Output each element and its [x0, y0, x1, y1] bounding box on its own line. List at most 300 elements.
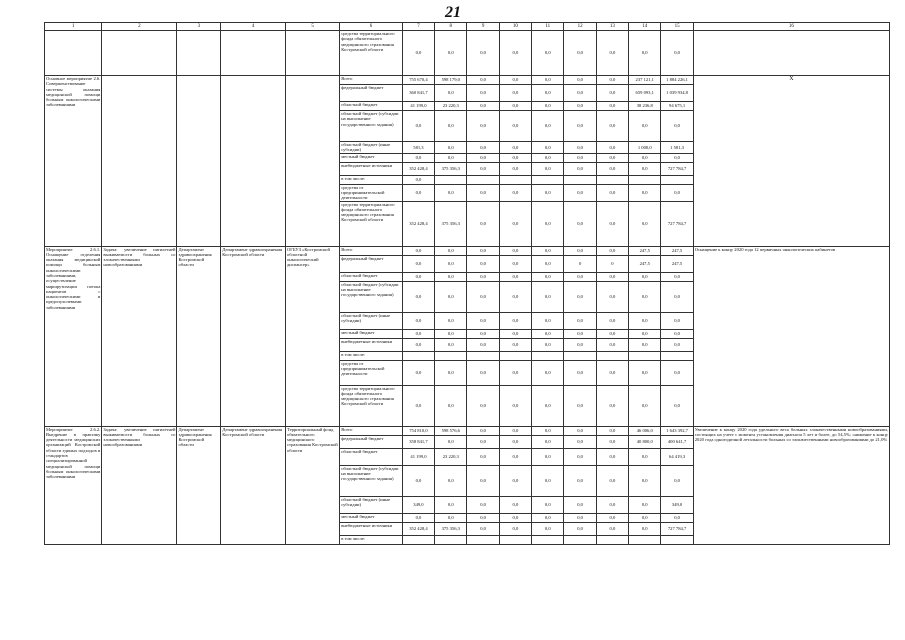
value-cell: 0,0: [596, 201, 628, 246]
value-cell: 0,0: [435, 385, 467, 426]
value-cell: 0,0: [564, 465, 596, 496]
value-cell: 0,0: [596, 360, 628, 385]
value-cell: 0,0: [499, 102, 531, 111]
value-cell: [435, 175, 467, 184]
value-cell: 0,0: [532, 272, 564, 281]
value-cell: 0,0: [596, 102, 628, 111]
value-cell: 727 784,7: [661, 162, 693, 175]
value-cell: 0,0: [629, 201, 661, 246]
value-cell: 0,0: [467, 465, 499, 496]
value-cell: 0,0: [402, 329, 434, 338]
col-header: 14: [629, 23, 661, 31]
value-cell: 247,5: [629, 255, 661, 272]
value-cell: 0,0: [467, 272, 499, 281]
col-header: 16: [693, 23, 889, 31]
col-header: 3: [177, 23, 221, 31]
value-cell: 0,0: [467, 522, 499, 535]
value-cell: 0,0: [499, 385, 531, 426]
value-cell: 0,0: [629, 329, 661, 338]
value-cell: 0,0: [435, 85, 467, 102]
value-cell: 0,0: [596, 153, 628, 162]
value-cell: 0,0: [435, 435, 467, 448]
value-cell: 0,0: [402, 281, 434, 312]
value-cell: [467, 351, 499, 360]
col-header: 4: [221, 23, 286, 31]
value-cell: 0,0: [435, 281, 467, 312]
value-cell: 0,0: [402, 360, 434, 385]
source-label: средства территориального фонда обязательного медицинского страхования Костромской области: [340, 201, 403, 246]
value-cell: 0,0: [629, 111, 661, 142]
value-cell: 0,0: [467, 338, 499, 351]
value-cell: [596, 175, 628, 184]
value-cell: [499, 535, 531, 544]
col-header: 5: [285, 23, 339, 31]
value-cell: 352 428,4: [402, 522, 434, 535]
col-header: 7: [402, 23, 434, 31]
value-cell: 0,0: [661, 184, 693, 201]
value-cell: 0,0: [467, 76, 499, 85]
value-cell: 0,0: [499, 142, 531, 154]
source-label: Всего: [340, 246, 403, 255]
value-cell: 0,0: [661, 338, 693, 351]
value-cell: [467, 175, 499, 184]
value-cell: 0,0: [564, 153, 596, 162]
value-cell: 0,0: [435, 153, 467, 162]
col-header: 15: [661, 23, 693, 31]
value-cell: 64 419,3: [661, 448, 693, 465]
value-cell: 0,0: [435, 272, 467, 281]
measure-name: [45, 31, 102, 76]
value-cell: 0,0: [467, 162, 499, 175]
value-cell: 0,0: [402, 513, 434, 522]
value-cell: 0,0: [435, 465, 467, 496]
value-cell: 0,0: [467, 111, 499, 142]
value-cell: 0,0: [629, 312, 661, 329]
value-cell: [532, 351, 564, 360]
value-cell: 0,0: [564, 385, 596, 426]
source-label: федеральный бюджет: [340, 255, 403, 272]
coexecutor-cell: [221, 31, 286, 76]
value-cell: 598 576,6: [435, 426, 467, 435]
value-cell: 247,5: [629, 246, 661, 255]
value-cell: 0,0: [467, 496, 499, 513]
source-label: областной бюджет (субсидии на выполнение государственного задания): [340, 465, 403, 496]
col-header: 9: [467, 23, 499, 31]
value-cell: 41 199,0: [402, 448, 434, 465]
value-cell: 0,0: [564, 76, 596, 85]
value-cell: 0,0: [467, 255, 499, 272]
value-cell: 0,0: [532, 426, 564, 435]
value-cell: 0,0: [564, 338, 596, 351]
value-cell: 0,0: [467, 153, 499, 162]
table-row: [45, 426, 890, 435]
value-cell: 0,0: [596, 246, 628, 255]
value-cell: [661, 175, 693, 184]
source-label: областной бюджет (субсидии на выполнение государственного задания): [340, 111, 403, 142]
value-cell: 0,0: [629, 162, 661, 175]
value-cell: 0,0: [499, 465, 531, 496]
value-cell: 0,0: [499, 435, 531, 448]
value-cell: 0,0: [402, 255, 434, 272]
value-cell: 0,0: [499, 338, 531, 351]
table-row: [45, 31, 890, 76]
value-cell: 0,0: [661, 513, 693, 522]
value-cell: 0,0: [499, 496, 531, 513]
value-cell: 0,0: [435, 513, 467, 522]
value-cell: 0,0: [499, 448, 531, 465]
value-cell: 0,0: [564, 85, 596, 102]
value-cell: 0,0: [564, 312, 596, 329]
value-cell: 0,0: [435, 111, 467, 142]
source-label: Всего: [340, 76, 403, 85]
value-cell: [435, 351, 467, 360]
source-label: областной бюджет (субсидии на выполнение государственного задания): [340, 281, 403, 312]
value-cell: 247,5: [661, 255, 693, 272]
value-cell: 0,0: [467, 102, 499, 111]
col-header: 13: [596, 23, 628, 31]
source-label: в том числе:: [340, 175, 403, 184]
value-cell: 0,0: [596, 522, 628, 535]
value-cell: 0,0: [532, 496, 564, 513]
value-cell: 352 428,4: [402, 201, 434, 246]
value-cell: 0,0: [596, 465, 628, 496]
value-cell: 0,0: [564, 31, 596, 76]
budget-table: [44, 22, 890, 545]
value-cell: 0,0: [499, 162, 531, 175]
value-cell: 0,0: [499, 329, 531, 338]
table-row: [45, 76, 890, 85]
value-cell: [661, 351, 693, 360]
value-cell: 0,0: [564, 448, 596, 465]
source-label: средства территориального фонда обязательного медицинского страхования Костромской области: [340, 31, 403, 76]
value-cell: 40 800,0: [629, 435, 661, 448]
value-cell: 358 841,7: [402, 435, 434, 448]
source-label: федеральный бюджет: [340, 85, 403, 102]
value-cell: [564, 175, 596, 184]
value-cell: 0,0: [661, 360, 693, 385]
source-label: областной бюджет: [340, 272, 403, 281]
value-cell: 0,0: [467, 246, 499, 255]
value-cell: [499, 175, 531, 184]
value-cell: 0,0: [629, 31, 661, 76]
value-cell: 0,0: [402, 338, 434, 351]
value-cell: [564, 351, 596, 360]
value-cell: 0,0: [499, 312, 531, 329]
value-cell: 1 643 392,7: [661, 426, 693, 435]
value-cell: 375 356,3: [435, 162, 467, 175]
value-cell: 0,0: [629, 184, 661, 201]
value-cell: 0,0: [564, 184, 596, 201]
value-cell: 0,0: [532, 162, 564, 175]
measure-name: Мероприятие 2.6.1. Оснащение отделения оказания медицинской помощи больным онкологическими заболеваниями, осуществление маршрутизации потока пациентов с онкологическими и предопухолевыми заболеваниями: [45, 246, 102, 426]
value-cell: 0,0: [467, 329, 499, 338]
coexecutor-cell: Департамент здравоохранения Костромской области: [221, 426, 286, 544]
value-cell: 0,0: [467, 281, 499, 312]
value-cell: 0,0: [564, 513, 596, 522]
header-row: [45, 23, 890, 31]
value-cell: 0,0: [596, 448, 628, 465]
value-cell: [467, 535, 499, 544]
value-cell: 0: [596, 255, 628, 272]
coexecutor-cell: [221, 76, 286, 247]
value-cell: 0,0: [564, 102, 596, 111]
value-cell: 0,0: [499, 85, 531, 102]
value-cell: 0,0: [596, 496, 628, 513]
source-label: внебюджетные источники: [340, 338, 403, 351]
value-cell: 0,0: [661, 31, 693, 76]
value-cell: 349,0: [661, 496, 693, 513]
value-cell: 0,0: [596, 426, 628, 435]
value-cell: 0,0: [402, 385, 434, 426]
value-cell: 0,0: [402, 31, 434, 76]
value-cell: [596, 535, 628, 544]
value-cell: 0,0: [661, 329, 693, 338]
value-cell: 0,0: [564, 246, 596, 255]
value-cell: 375 356,3: [435, 201, 467, 246]
value-cell: [629, 535, 661, 544]
value-cell: [499, 351, 531, 360]
value-cell: 0,0: [467, 85, 499, 102]
value-cell: 0,0: [467, 448, 499, 465]
value-cell: 581,3: [402, 142, 434, 154]
value-cell: 0,0: [435, 31, 467, 76]
value-cell: 0,0: [564, 435, 596, 448]
value-cell: [629, 351, 661, 360]
value-cell: 1 000,0: [629, 142, 661, 154]
source-label: Всего: [340, 426, 403, 435]
col-header: 10: [499, 23, 531, 31]
value-cell: 659 093,1: [629, 85, 661, 102]
source-label: областной бюджет (иные субсидии): [340, 312, 403, 329]
col-header: 12: [564, 23, 596, 31]
task-cell: Задача: увеличение пятилетней выживаемости больных со злокачественными новообразованиями: [102, 246, 177, 426]
value-cell: 0,0: [435, 246, 467, 255]
value-cell: 0,0: [629, 338, 661, 351]
value-cell: 0,0: [532, 85, 564, 102]
value-cell: 0,0: [435, 255, 467, 272]
value-cell: 400 641,7: [661, 435, 693, 448]
value-cell: 0,0: [402, 184, 434, 201]
value-cell: 598 179,0: [435, 76, 467, 85]
value-cell: 0,0: [499, 522, 531, 535]
value-cell: 0,0: [661, 111, 693, 142]
value-cell: 0,0: [499, 246, 531, 255]
table-row: [45, 246, 890, 255]
value-cell: 0,0: [596, 31, 628, 76]
value-cell: 0,0: [596, 385, 628, 426]
value-cell: 0,0: [661, 281, 693, 312]
value-cell: 0,0: [435, 360, 467, 385]
value-cell: 0,0: [629, 496, 661, 513]
value-cell: 0,0: [467, 312, 499, 329]
value-cell: 0,0: [402, 312, 434, 329]
value-cell: 0,0: [532, 385, 564, 426]
value-cell: 0,0: [467, 201, 499, 246]
value-cell: 0,0: [532, 102, 564, 111]
value-cell: 0,0: [499, 255, 531, 272]
value-cell: 0,0: [435, 142, 467, 154]
value-cell: 0,0: [402, 111, 434, 142]
value-cell: 237 121,1: [629, 76, 661, 85]
value-cell: 0,0: [499, 426, 531, 435]
value-cell: 0,0: [564, 111, 596, 142]
value-cell: 0,0: [467, 513, 499, 522]
value-cell: 0,0: [532, 312, 564, 329]
value-cell: 0,0: [532, 153, 564, 162]
value-cell: 0,0: [532, 338, 564, 351]
value-cell: 0,0: [499, 272, 531, 281]
value-cell: 0,0: [564, 272, 596, 281]
executor-cell: [177, 76, 221, 247]
value-cell: 0,0: [532, 76, 564, 85]
value-cell: 0,0: [629, 360, 661, 385]
value-cell: 0,0: [402, 272, 434, 281]
value-cell: 0,0: [564, 201, 596, 246]
value-cell: 0,0: [532, 513, 564, 522]
value-cell: 0,0: [402, 175, 434, 184]
result-cell: Оснащение к концу 2020 года 12 первичных онкологических кабинетов: [693, 246, 889, 426]
value-cell: 0,0: [596, 162, 628, 175]
value-cell: 0,0: [435, 338, 467, 351]
value-cell: 0,0: [596, 76, 628, 85]
value-cell: [532, 175, 564, 184]
value-cell: 0,0: [532, 246, 564, 255]
executor-cell: [177, 31, 221, 76]
source-label: местный бюджет: [340, 153, 403, 162]
value-cell: 0,0: [596, 272, 628, 281]
source-label: внебюджетные источники: [340, 162, 403, 175]
value-cell: 38 236,8: [629, 102, 661, 111]
col-header: 2: [102, 23, 177, 31]
source-label: областной бюджет: [340, 448, 403, 465]
col-header: 6: [340, 23, 403, 31]
value-cell: 0,0: [467, 142, 499, 154]
value-cell: 0,0: [629, 153, 661, 162]
value-cell: 0,0: [596, 85, 628, 102]
value-cell: 0,0: [596, 338, 628, 351]
value-cell: 0,0: [629, 465, 661, 496]
value-cell: 0,0: [402, 246, 434, 255]
value-cell: 0,0: [564, 162, 596, 175]
task-cell: [102, 31, 177, 76]
value-cell: [661, 535, 693, 544]
source-label: местный бюджет: [340, 513, 403, 522]
value-cell: 0,0: [532, 522, 564, 535]
value-cell: 0,0: [661, 312, 693, 329]
value-cell: 0,0: [467, 426, 499, 435]
value-cell: 0,0: [435, 329, 467, 338]
value-cell: 0,0: [467, 435, 499, 448]
value-cell: 23 220,3: [435, 448, 467, 465]
page-number: 21: [445, 4, 461, 21]
value-cell: 46 006,0: [629, 426, 661, 435]
value-cell: 0,0: [532, 435, 564, 448]
value-cell: 0,0: [499, 281, 531, 312]
measure-name: Основное мероприятие 2.6. Совершенствование системы оказания медицинской помощи больным онкологическими заболеваниями: [45, 76, 102, 247]
executor-cell: Департамент здравоохранения Костромской области: [177, 426, 221, 544]
value-cell: 0,0: [467, 31, 499, 76]
value-cell: 0,0: [435, 184, 467, 201]
value-cell: 41 199,0: [402, 102, 434, 111]
value-cell: 0,0: [467, 184, 499, 201]
result-cell: Х: [693, 76, 889, 247]
value-cell: [596, 351, 628, 360]
value-cell: 0,0: [596, 435, 628, 448]
value-cell: 0,0: [467, 360, 499, 385]
value-cell: 0,0: [596, 329, 628, 338]
value-cell: 352 428,4: [402, 162, 434, 175]
value-cell: [532, 535, 564, 544]
measure-name: Мероприятие 2.6.2. Внедрение в практику деятельности медицинских организаций Костромской области единых подходов и стандартов специализированной медицинской помощи больным онкологическими заболеваниями: [45, 426, 102, 544]
value-cell: 1 581,3: [661, 142, 693, 154]
value-cell: 0,0: [532, 465, 564, 496]
value-cell: 0,0: [629, 385, 661, 426]
value-cell: 0,0: [564, 522, 596, 535]
value-cell: 0,0: [661, 153, 693, 162]
source-label: областной бюджет: [340, 102, 403, 111]
value-cell: 0,0: [532, 201, 564, 246]
value-cell: 0,0: [564, 281, 596, 312]
value-cell: 0,0: [532, 31, 564, 76]
col-header: 8: [435, 23, 467, 31]
value-cell: 349,0: [402, 496, 434, 513]
value-cell: 0,0: [596, 184, 628, 201]
value-cell: 0,0: [629, 448, 661, 465]
value-cell: 0,0: [629, 281, 661, 312]
value-cell: 0,0: [564, 142, 596, 154]
value-cell: 727 784,7: [661, 201, 693, 246]
value-cell: 0,0: [499, 201, 531, 246]
value-cell: 360 841,7: [402, 85, 434, 102]
participant-cell: Территориальный фонд обязательного медицинского страхования Костромской области: [285, 426, 339, 544]
executor-cell: Департамент здравоохранения Костромской области: [177, 246, 221, 426]
value-cell: 0,0: [499, 153, 531, 162]
source-label: в том числе:: [340, 351, 403, 360]
value-cell: 0,0: [532, 281, 564, 312]
task-cell: Задача: увеличение пятилетней выживаемости больных со злокачественными новообразованиями: [102, 426, 177, 544]
value-cell: 0: [564, 255, 596, 272]
value-cell: 0,0: [499, 513, 531, 522]
value-cell: 0,0: [532, 255, 564, 272]
source-label: федеральный бюджет: [340, 435, 403, 448]
value-cell: 0,0: [596, 111, 628, 142]
value-cell: [402, 535, 434, 544]
source-label: областной бюджет (иные субсидии): [340, 496, 403, 513]
value-cell: 0,0: [564, 426, 596, 435]
value-cell: 0,0: [532, 360, 564, 385]
value-cell: 0,0: [467, 385, 499, 426]
value-cell: 0,0: [532, 111, 564, 142]
value-cell: 0,0: [661, 272, 693, 281]
source-label: средства от предпринимательской деятельности: [340, 184, 403, 201]
value-cell: 0,0: [564, 360, 596, 385]
value-cell: 0,0: [661, 385, 693, 426]
value-cell: 0,0: [499, 76, 531, 85]
value-cell: 0,0: [435, 496, 467, 513]
value-cell: 375 356,3: [435, 522, 467, 535]
value-cell: 0,0: [596, 281, 628, 312]
value-cell: 94 675,1: [661, 102, 693, 111]
value-cell: [435, 535, 467, 544]
value-cell: 0,0: [596, 513, 628, 522]
col-header: 11: [532, 23, 564, 31]
value-cell: 0,0: [435, 312, 467, 329]
value-cell: 1 884 226,1: [661, 76, 693, 85]
source-label: местный бюджет: [340, 329, 403, 338]
result-cell: Увеличение к концу 2020 года удельного веса больных злокачественными новообразованиями, состоящих на учете с момента установления диагноза 5 лет и более, до 54,5%; снижение к концу 2020 года одногодичной летальности больных со злокачественными новообразованиями до 21,0%: [693, 426, 889, 544]
value-cell: [629, 175, 661, 184]
value-cell: 0,0: [532, 329, 564, 338]
